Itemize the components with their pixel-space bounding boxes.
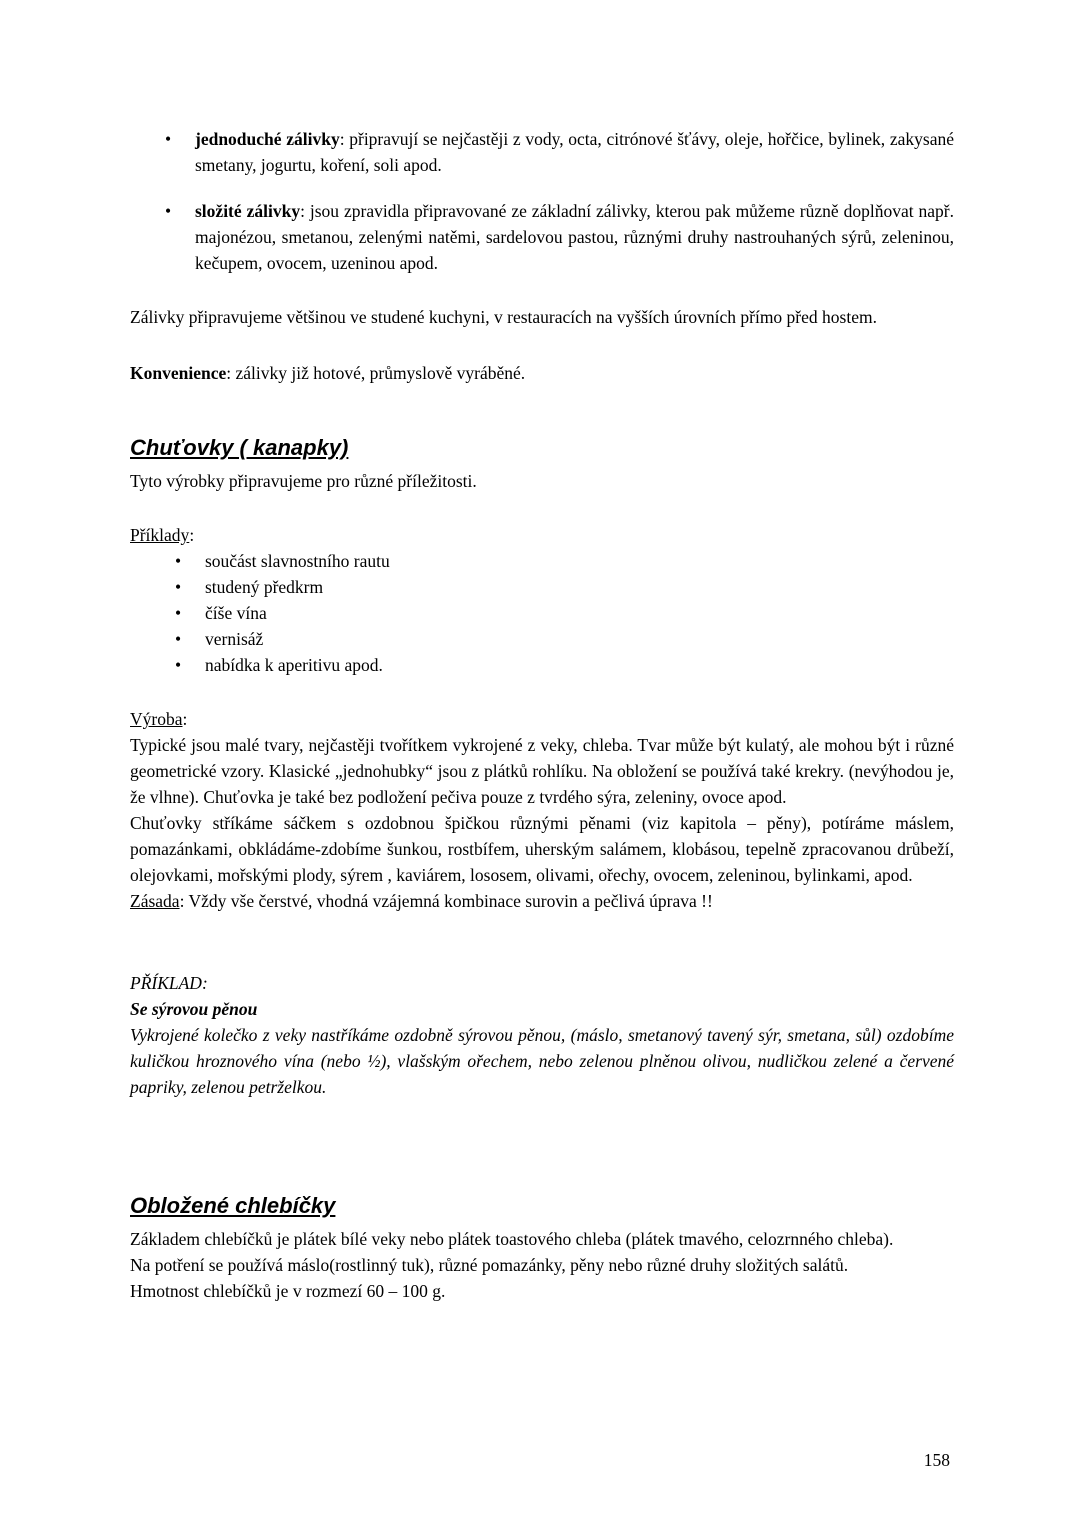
bullet-jednoduche-zalivky — [130, 126, 954, 178]
example-label: PŘÍKLAD: — [130, 973, 208, 993]
zasada-text: : Vždy vše čerstvé, vhodná vzájemná kombinace surovin a pečlivá úprava !! — [179, 891, 713, 911]
example-block — [130, 970, 954, 1100]
example-subtitle: Se sýrovou pěnou — [130, 999, 258, 1019]
paragraph-vyroba-1: Typické jsou malé tvary, nejčastěji tvořítkem vykrojené z veky, chleba. Tvar může být kulatý, ale mohou být i různé geometrické vzory. Klasické „jednohubky“ jsou z plátků rohlíku. Na obložení se používá také krekry. (nevýhodou je, že vlhne). Chuťovka je také bez podložení pečiva pouze z tvrdého sýra, zeleniny, ovoce apod. — [130, 735, 954, 807]
label-zasada: Zásada — [130, 891, 180, 911]
bullet-marker-icon: • — [175, 603, 182, 623]
list-item-label: číše vína — [205, 603, 267, 623]
heading-chlebicky: Obložené chlebíčky — [130, 1193, 336, 1218]
list-item — [130, 626, 954, 652]
bullet-slozite-zalivky — [130, 198, 954, 276]
definition-jednoduche-zalivky: : připravují se nejčastěji z vody, octa, citrónové šťávy, oleje, hořčice, bylinek, zakysané smetany, jogurtu, koření, soli apod. — [195, 129, 954, 175]
term-konvenience: Konvenience — [130, 363, 227, 383]
paragraph-zasada — [130, 888, 954, 914]
term-jednoduche-zalivky: jednoduché zálivky — [195, 129, 340, 149]
bullet-text — [195, 201, 954, 273]
heading-chutovky: Chuťovky ( kanapky) — [130, 435, 349, 460]
list-item-label: nabídka k aperitivu apod. — [205, 655, 383, 675]
bullet-marker-icon: • — [165, 201, 172, 221]
label-vyroba — [130, 706, 954, 732]
list-item — [130, 574, 954, 600]
term-slozite-zalivky: složité zálivky — [195, 201, 301, 221]
bullet-marker-icon: • — [175, 551, 182, 571]
paragraph-chlebicky-2: Na potření se používá máslo(rostlinný tuk), různé pomazánky, pěny nebo různé druhy složitých salátů. — [130, 1255, 849, 1275]
colon: : — [189, 525, 195, 545]
paragraph-chutovky-intro: Tyto výrobky připravujeme pro různé příležitosti. — [130, 471, 477, 491]
definition-konvenience: : zálivky již hotové, průmyslově vyráběné. — [226, 363, 526, 383]
definition-slozite-zalivky: : jsou zpravidla připravované ze základní zálivky, kterou pak můžeme různě doplňovat např. majonézou, smetanou, zelenými natěmi, sardelovou pastou, různými druhy nastrouhaných sýrů, zeleninou, kečupem, ovocem, uzeninou apod. — [195, 201, 955, 273]
page-number: 158 — [923, 1450, 950, 1470]
bullet-marker-icon: • — [175, 655, 182, 675]
label-priklady — [130, 522, 954, 548]
list-priklady — [130, 548, 954, 678]
list-item — [130, 600, 954, 626]
colon: : — [182, 709, 188, 729]
label-priklady-text: Příklady — [130, 525, 190, 545]
bullet-marker-icon: • — [175, 629, 182, 649]
paragraph-chlebicky-3: Hmotnost chlebíčků je v rozmezí 60 – 100 g. — [130, 1281, 446, 1301]
example-text: Vykrojené kolečko z veky nastříkáme ozdobně sýrovou pěnou, (máslo, smetanový tavený sýr, smetana, sůl) ozdobíme kuličkou hroznového vína (nebo ½), vlašským ořechem, nebo zelenou plněnou olivou, nudličkou zelené a červené papriky, zelenou petrželkou. — [130, 1025, 954, 1097]
bullet-marker-icon: • — [175, 577, 182, 597]
paragraph-zalivky: Zálivky připravujeme většinou ve studené kuchyni, v restauracích na vyšších úrovních přímo před hostem. — [130, 307, 877, 327]
list-item-label: studený předkrm — [205, 577, 324, 597]
paragraph-konvenience — [130, 360, 954, 386]
paragraph-chlebicky-1: Základem chlebíčků je plátek bílé veky nebo plátek toastového chleba (plátek tmavého, celozrnného chleba). — [130, 1229, 894, 1249]
bullet-marker-icon: • — [165, 129, 172, 149]
bullet-text — [195, 129, 954, 175]
list-item — [130, 548, 954, 574]
paragraph-vyroba-2: Chuťovky stříkáme sáčkem s ozdobnou špičkou různými pěnami (viz kapitola – pěny), potíráme máslem, pomazánkami, obkládáme-zdobíme šunkou, rostbífem, uherským salámem, klobásou, tepelně zpracovanou drůbeží, olejovkami, mořskými plody, sýrem , kaviárem, lososem, olivami, ořechy, ovocem, zeleninou, bylinkami, apod. — [130, 813, 954, 885]
list-item — [130, 652, 954, 678]
list-item-label: součást slavnostního rautu — [205, 551, 390, 571]
label-vyroba-text: Výroba — [130, 709, 183, 729]
list-item-label: vernisáž — [205, 629, 264, 649]
